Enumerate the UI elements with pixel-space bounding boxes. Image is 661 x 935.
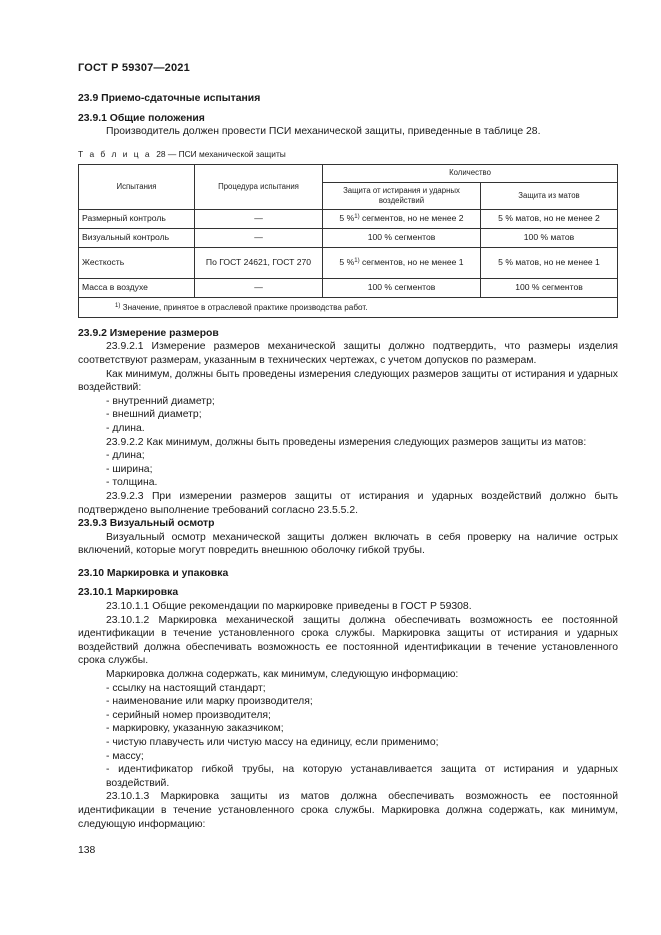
cell-abrasion-rest: сегментов, но не менее 1 [359, 257, 464, 268]
list-item: - ссылку на настоящий стандарт; [106, 682, 266, 694]
document-header: ГОСТ Р 59307—2021 [78, 62, 190, 74]
table-row [79, 247, 618, 278]
section-title-23-9: 23.9 Приемо-сдаточные испытания [78, 93, 261, 104]
cell-mats: 5 % матов, но не менее 2 [481, 209, 618, 228]
subsection-title-23-9-2: 23.9.2 Измерение размеров [78, 327, 219, 339]
paragraph: 23.10.1.3 Маркировка защиты из матов должна обеспечивать возможность ее постоянной идентификации в течение установленного срока службы. Маркировка должна содержать, как минимум, следующую информацию: [78, 791, 618, 830]
list-item: - ширина; [106, 463, 153, 475]
list-item: - длина; [106, 450, 145, 462]
cell-test: Размерный контроль [79, 209, 195, 228]
table-row [79, 209, 618, 228]
paragraph: Как минимум, должны быть проведены измерения следующих размеров защиты от истирания и ударных воздействий: [78, 368, 618, 394]
table-footnote [79, 297, 618, 317]
page-content [78, 92, 618, 831]
subsection-title-23-10-1: 23.10.1 Маркировка [78, 587, 179, 599]
paragraph: Маркировка должна содержать, как минимум, следующую информацию: [106, 669, 459, 681]
section-title-23-10: 23.10 Маркировка и упаковка [78, 567, 229, 579]
paragraph: Производитель должен провести ПСИ механической защиты, приведенные в таблице 28. [106, 126, 541, 138]
cell-mats: 100 % матов [481, 228, 618, 247]
cell-test: Жесткость [79, 247, 195, 278]
cell-procedure: — [195, 278, 323, 297]
paragraph: 23.9.2.2 Как минимум, должны быть проведены измерения следующих размеров защиты из матов: [106, 436, 587, 448]
header-abrasion: Защита от истирания и ударных воздействий [323, 182, 481, 209]
paragraph: 23.10.1.2 Маркировка механической защиты должна обеспечивать возможность ее постоянной идентификации в течение установленного срока службы. Маркировка защиты от истирания и ударных воздействий должна обеспечивать возможность ее постоянной идентификации в течение установленного срока службы. [78, 614, 618, 667]
paragraph: Визуальный осмотр механической защиты должен включать в себя проверку на наличие острых включений, которые могут повредить внешнюю оболочку гибкой трубы. [78, 531, 618, 557]
paragraph: 23.9.2.3 При измерении размеров защиты от истирания и ударных воздействий должно быть подтверждено выполнение требований согласно 23.5.5.2. [78, 490, 618, 516]
cell-mats: 5 % матов, но не менее 1 [481, 247, 618, 278]
subsection-title-23-9-1: 23.9.1 Общие положения [78, 112, 205, 124]
cell-procedure: — [195, 228, 323, 247]
table-caption-title: 28 — ПСИ механической защиты [156, 148, 286, 159]
list-item: - внутренний диаметр; [106, 395, 215, 407]
paragraph: 23.10.1.1 Общие рекомендации по маркировке приведены в ГОСТ Р 59308. [106, 601, 472, 613]
cell-abrasion-value: 5 % [339, 213, 355, 224]
footnote-text: Значение, принятое в отраслевой практике производства работ. [120, 302, 368, 312]
footnote-mark: 1) [115, 302, 121, 309]
cell-abrasion-value: 5 % [339, 257, 355, 268]
page-number: 138 [78, 845, 96, 856]
header-mats: Защита из матов [481, 182, 618, 209]
psi-table [78, 164, 618, 318]
cell-test: Масса в воздухе [79, 278, 195, 297]
table-caption [78, 149, 618, 160]
subsection-title-23-9-3: 23.9.3 Визуальный осмотр [78, 518, 215, 530]
table-footnote-row [79, 297, 618, 317]
list-item: - маркировку, указанную заказчиком; [106, 723, 284, 735]
header-procedure: Процедура испытания [195, 164, 323, 209]
header-tests: Испытания [79, 164, 195, 209]
table-caption-prefix: Т а б л и ц а [78, 148, 152, 159]
list-item: - наименование или марку производителя; [106, 696, 313, 708]
table-row [79, 228, 618, 247]
list-item: - идентификатор гибкой трубы, на которую устанавливается защита от истирания и ударных воздействий. [106, 764, 618, 789]
list-item: - толщина. [106, 477, 158, 489]
cell-test: Визуальный контроль [79, 228, 195, 247]
cell-abrasion [323, 209, 481, 228]
table-row [79, 278, 618, 297]
cell-abrasion [323, 247, 481, 278]
footnote-ref: 1) [354, 214, 360, 221]
cell-abrasion: 100 % сегментов [323, 228, 481, 247]
cell-abrasion-rest: сегментов, но не менее 2 [359, 213, 464, 224]
cell-abrasion: 100 % сегментов [323, 278, 481, 297]
list-item: - чистую плавучесть или чистую массу на единицу, если применимо; [106, 737, 439, 748]
footnote-ref: 1) [354, 258, 360, 265]
list-item: - массу; [106, 750, 144, 762]
list-item: - серийный номер производителя; [106, 709, 271, 721]
cell-procedure: По ГОСТ 24621, ГОСТ 270 [195, 247, 323, 278]
cell-procedure: — [195, 209, 323, 228]
list-item: - внешний диаметр; [106, 409, 202, 421]
cell-mats: 100 % сегментов [481, 278, 618, 297]
list-item: - длина. [106, 422, 145, 434]
header-quantity: Количество [323, 164, 618, 182]
paragraph: 23.9.2.1 Измерение размеров механической защиты должно подтвердить, что размеры изделия соответствуют размерам, указанным в технических чертежах, с учетом допусков по размерам. [78, 341, 618, 366]
